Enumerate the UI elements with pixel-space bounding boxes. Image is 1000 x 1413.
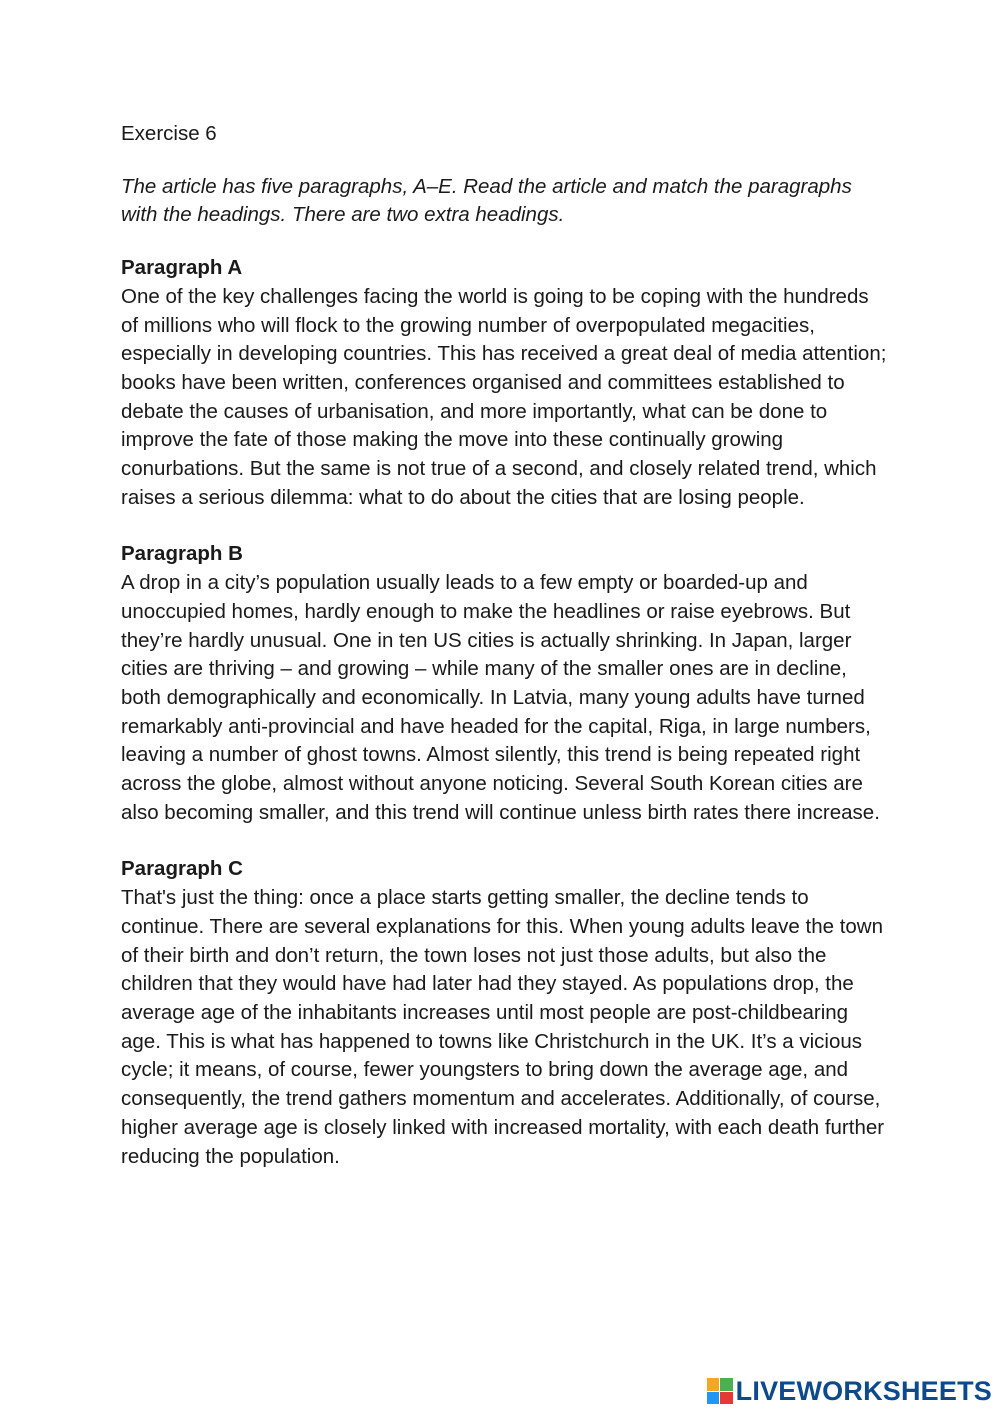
worksheet-page (121, 120, 891, 1199)
paragraph-heading: Paragraph A (121, 256, 243, 280)
paragraph-heading: Paragraph C (121, 857, 243, 881)
paragraph-a (121, 254, 891, 512)
liveworksheets-logo-icon (707, 1378, 733, 1404)
logo-text: LIVEWORKSHEETS (735, 1375, 992, 1406)
exercise-title: Exercise 6 (121, 122, 217, 145)
paragraph-heading: Paragraph B (121, 542, 243, 566)
exercise-instructions: The article has five paragraphs, A–E. Read the article and match the paragraphs with the headings. There are two extra headings. (121, 174, 852, 227)
paragraph-b (121, 540, 891, 827)
liveworksheets-logo[interactable] (707, 1375, 992, 1407)
paragraph-text: One of the key challenges facing the world is going to be coping with the hundreds of millions who will flock to the growing number of overpopulated megacities, especially in developing countries. This has received a great deal of media attention; books have been written, conferences organised and committees established to debate the causes of urbanisation, and more importantly, what can be done to improve the fate of those making the move into these continually growing conurbations. But the same is not true of a second, and closely related trend, which raises a serious dilemma: what to do about the cities that are losing people. (121, 284, 887, 509)
paragraph-c (121, 855, 891, 1171)
paragraph-text: That's just the thing: once a place starts getting smaller, the decline tends to continue. There are several explanations for this. When young adults leave the town of their birth and don’t return, the town loses not just those adults, but also the children that they would have had later had they stayed. As populations drop, the average age of the inhabitants increases until most people are post-childbearing age. This is what has happened to towns like Christchurch in the UK. It’s a vicious cycle; it means, of course, fewer youngsters to bring down the average age, and consequently, the trend gathers momentum and accelerates. Additionally, of course, higher average age is closely linked with increased mortality, with each death further reducing the population. (121, 886, 885, 1168)
paragraph-text: A drop in a city’s population usually leads to a few empty or boarded-up and unoccupied homes, hardly enough to make the headlines or raise eyebrows. But they’re hardly unusual. One in ten US cities is actually shrinking. In Japan, larger cities are thriving – and growing – while many of the smaller ones are in decline, both demographically and economically. In Latvia, many young adults have turned remarkably anti-provincial and have headed for the capital, Riga, in large numbers, leaving a number of ghost towns. Almost silently, this trend is being repeated right across the globe, almost without anyone noticing. Several South Korean cities are also becoming smaller, and this trend will continue unless birth rates there increase. (121, 571, 880, 824)
